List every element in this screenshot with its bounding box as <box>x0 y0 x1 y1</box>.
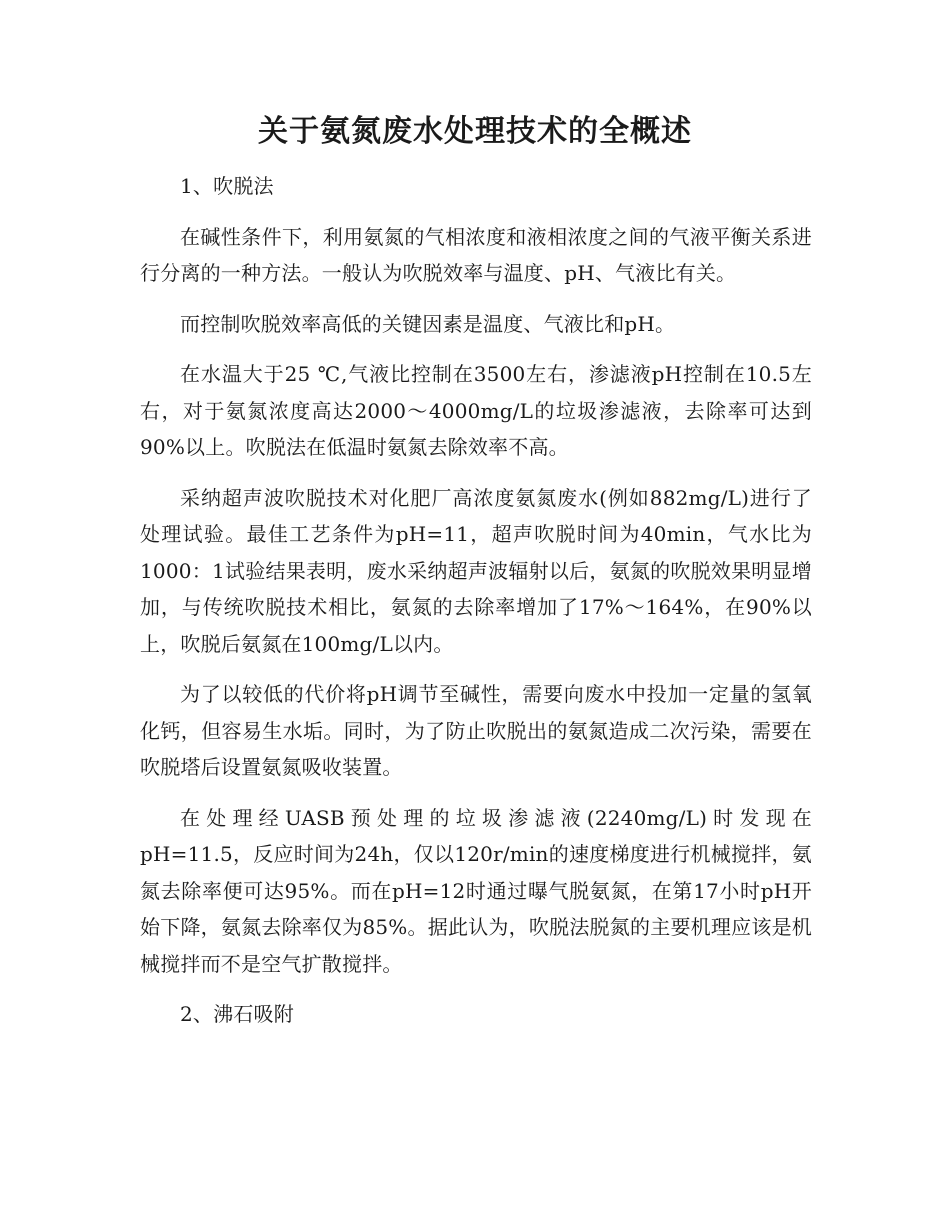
paragraph-removal-rate: 在水温大于25 ℃,气液比控制在3500左右，渗滤液pH控制在10.5左右，对于氨氮浓度高达2000～4000mg/L的垃圾渗滤液，去除率可达到90%以上。吹脱法在低温时氨氮去除效率不高。 <box>140 362 812 459</box>
paragraph-key-factors: 而控制吹脱效率高低的关键因素是温度、气液比和pH。 <box>180 311 676 336</box>
paragraph-stripping-definition: 在碱性条件下，利用氨氮的气相浓度和液相浓度之间的气液平衡关系进行分离的一种方法。一般认为吹脱效率与温度、pH、气液比有关。 <box>140 224 812 285</box>
document-title: 关于氨氮废水处理技术的全概述 <box>258 114 692 149</box>
document-body <box>140 168 812 1047</box>
paragraph-uasb-treatment: 在处理经UASB预处理的垃圾渗滤液(2240mg/L)时发现在pH=11.5，反应时间为24h，仅以120r/min的速度梯度进行机械搅拌，氨氮去除率便可达95%。而在pH=12时通过曝气脱氨氮，在第17小时pH开始下降，氨氮去除率仅为85%。据此认为，吹脱法脱氮的主要机理应该是机械搅拌而不是空气扩散搅拌。 <box>140 805 812 976</box>
paragraph-ultrasonic-stripping: 采纳超声波吹脱技术对化肥厂高浓度氨氮废水(例如882mg/L)进行了处理试验。最佳工艺条件为pH=11，超声吹脱时间为40min，气水比为1000：1试验结果表明，废水采纳超声波辐射以后，氨氮的吹脱效果明显增加，与传统吹脱技术相比，氨氮的去除率增加了17%～164%，在90%以上，吹脱后氨氮在100mg/L以内。 <box>140 485 812 656</box>
section-heading-1: 1、吹脱法 <box>180 174 274 198</box>
paragraph-calcium-hydroxide: 为了以较低的代价将pH调节至碱性，需要向废水中投加一定量的氢氧化钙，但容易生水垢。同时，为了防止吹脱出的氨氮造成二次污染，需要在吹脱塔后设置氨氮吸收装置。 <box>140 682 812 779</box>
section-heading-2: 2、沸石吸附 <box>180 1002 294 1026</box>
